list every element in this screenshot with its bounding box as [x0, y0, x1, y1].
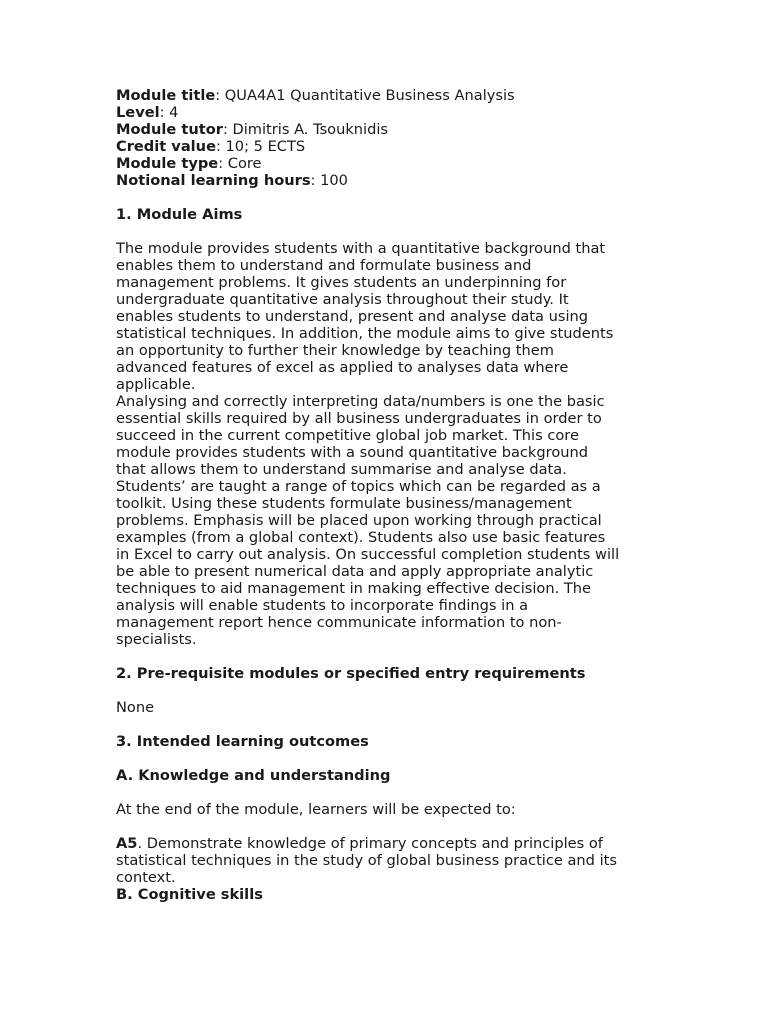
section-1-paragraph-1: The module provides students with a quantitative background that enables them to understand and formulate business and management problems. It gives students an underpinning for undergraduate quantitative analysis throughout their study. It enables students to understand, present and analyse data using statistical techniques. In addition, the module aims to give students an opportunity to further their knowledge by teaching them advanced features of excel as applied to analyses data where applicable. — [116, 240, 614, 393]
subheading-cognitive: B. Cognitive skills — [116, 886, 263, 903]
section-2-heading: 2. Pre-requisite modules or specified entry requirements — [116, 665, 586, 682]
section-3-heading: 3. Intended learning outcomes — [116, 733, 369, 750]
outcomes-intro: At the end of the module, learners will be expected to: — [116, 801, 516, 818]
document-page — [116, 87, 676, 903]
outcome-a5-label: A5 — [116, 835, 138, 852]
meta-learning-hours: Notional learning hours: 100 — [116, 172, 348, 189]
section-1-heading: 1. Module Aims — [116, 206, 243, 223]
meta-module-tutor: Module tutor: Dimitris A. Tsouknidis — [116, 121, 389, 138]
meta-module-type: Module type: Core — [116, 155, 262, 172]
section-2-body: None — [116, 699, 155, 716]
module-meta — [116, 87, 676, 189]
meta-level: Level: 4 — [116, 104, 179, 121]
outcome-a5-text: . Demonstrate knowledge of primary concepts and principles of statistical techniques in the study of global business practice and its context. — [116, 835, 617, 886]
subheading-knowledge: A. Knowledge and understanding — [116, 767, 391, 784]
section-1-paragraph-2: Analysing and correctly interpreting data/numbers is one the basic essential skills required by all business undergraduates in order to succeed in the current competitive global job market. This core module provides students with a sound quantitative background that allows them to understand summarise and analyse data. Students’ are taught a range of topics which can be regarded as a toolkit. Using these students formulate business/management problems. Emphasis will be placed upon working through practical examples (from a global context). Students also use basic features in Excel to carry out analysis. On successful completion students will be able to present numerical data and apply appropriate analytic techniques to aid management in making effective decision. The analysis will enable students to incorporate findings in a management report hence communicate information to non- specialists. — [116, 393, 620, 648]
outcome-a5 — [116, 835, 676, 886]
meta-module-title: Module title: QUA4A1 Quantitative Business Analysis — [116, 87, 515, 104]
meta-credit-value: Credit value: 10; 5 ECTS — [116, 138, 306, 155]
